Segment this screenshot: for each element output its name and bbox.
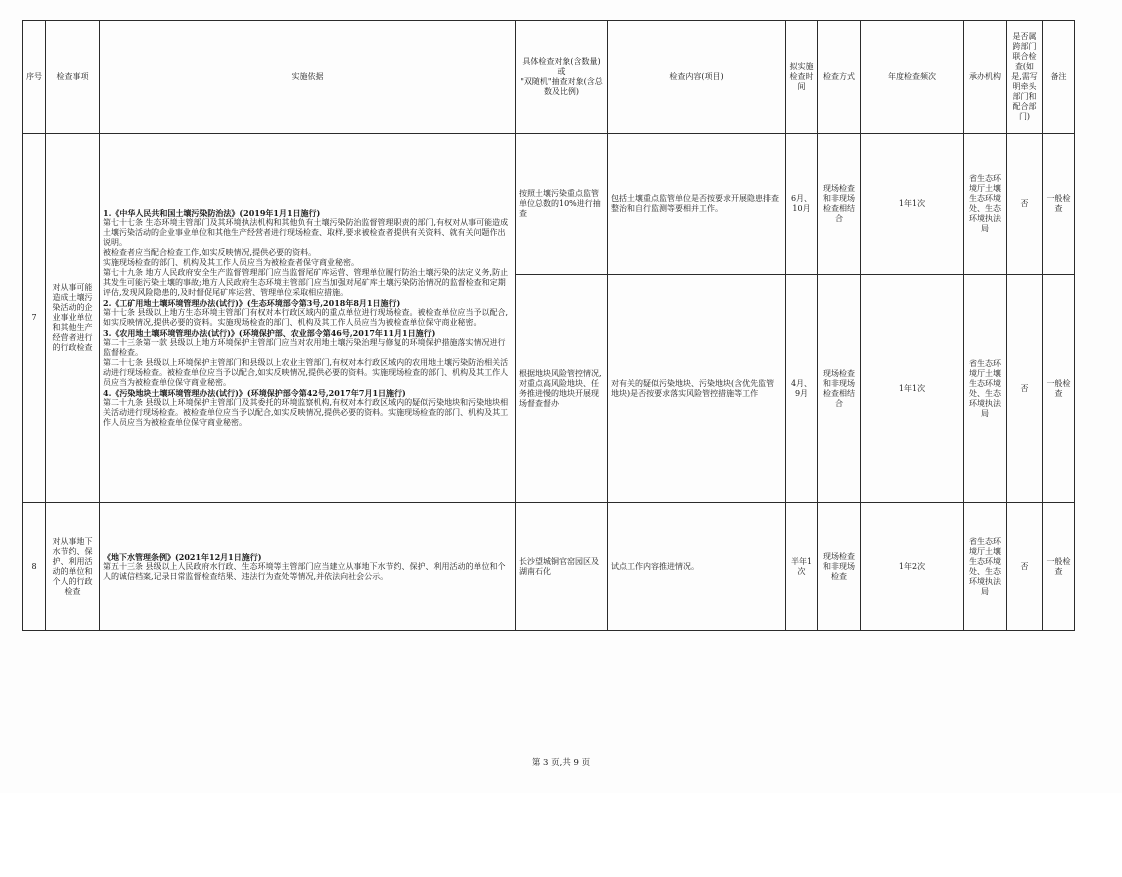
inspection-table [22, 20, 1075, 877]
header-joint: 是否属跨部门联合检查(如是,需写明牵头部门和配合部门) [1007, 21, 1043, 134]
table-row [23, 503, 1075, 631]
row-method: 现场检查和非现场检查相结合 [818, 134, 861, 275]
header-note: 备注 [1043, 21, 1075, 134]
basis-text-4: 第二十九条 县级以上环境保护主管部门及其委托的环境监察机构,有权对本行政区域内的疑似污染地块和污染地块相关活动进行现场检查。被检查单位应当予以配合,如实反映情况,提供必要的资料。实施现场检查的部门、机构及其工作人员应当为被检查单位保守商业秘密。 [103, 398, 512, 428]
basis-law-4: 4.《污染地块土壤环境管理办法(试行)》(环境保护部令第42号,2017年7月1日施行) [103, 388, 512, 398]
row-object: 按照土壤污染重点监管单位总数的10%进行抽查 [516, 134, 608, 275]
row-method: 现场检查和非现场检查 [818, 503, 861, 631]
row-joint: 否 [1007, 134, 1043, 275]
row-time: 半年1次 [786, 503, 818, 631]
header-content: 检查内容(项目) [608, 21, 786, 134]
row-object: 根据地块风险管控情况,对重点高风险地块、任务推进慢的地块开展现场督查督办 [516, 275, 608, 503]
row-seq: 8 [23, 503, 46, 631]
header-method: 检查方式 [818, 21, 861, 134]
row-agency: 省生态环境厅土壤生态环境处、生态环境执法局 [964, 275, 1007, 503]
row-note: 一般检查 [1043, 275, 1075, 503]
row-basis [100, 134, 516, 503]
page-number: 第 3 页,共 9 页 [0, 756, 1122, 768]
header-time: 拟实施检查时间 [786, 21, 818, 134]
row-freq: 1年2次 [861, 503, 964, 631]
row-content: 对有关的疑似污染地块、污染地块(含优先监管地块)是否按要求落实风险管控措施等工作 [608, 275, 786, 503]
header-row [23, 21, 1075, 134]
row-object: 长沙望城铜官窑园区及湖南石化 [516, 503, 608, 631]
header-basis: 实施依据 [100, 21, 516, 134]
header-object: 具体检查对象(含数量)或 "双随机"抽查对象(含总数及比例) [516, 21, 608, 134]
basis-text-3: 第二十三条第一款 县级以上地方环境保护主管部门应当对农用地土壤污染治理与修复的环境保护措施落实情况进行监督检查。 第二十七条 县级以上环境保护主管部门和县级以上农业主管部门,有权对本行政区域内的农用地土壤污染防治相关活动进行现场检查。被检查单位应当予以配合,如实反映情况,提供必要的资料。实施现场检查的部门、机构及其工作人员应当为被检查单位保守商业秘密。 [103, 338, 512, 388]
basis-law: 《地下水管理条例》(2021年12月1日施行) [103, 552, 512, 562]
row-seq: 7 [23, 134, 46, 503]
row-note: 一般检查 [1043, 134, 1075, 275]
row-freq: 1年1次 [861, 275, 964, 503]
blank-row [23, 631, 1075, 877]
row-content: 包括土壤重点监管单位是否按要求开展隐患排查整治和自行监测等要相并工作。 [608, 134, 786, 275]
header-seq: 序号 [23, 21, 46, 134]
row-item: 对从事地下水节约、保护、利用活动的单位和个人的行政检查 [46, 503, 100, 631]
row-joint: 否 [1007, 503, 1043, 631]
row-note: 一般检查 [1043, 503, 1075, 631]
header-freq: 年度检查频次 [861, 21, 964, 134]
row-method: 现场检查和非现场检查相结合 [818, 275, 861, 503]
header-item: 检查事项 [46, 21, 100, 134]
row-agency: 省生态环境厅土壤生态环境处、生态环境执法局 [964, 134, 1007, 275]
row-time: 6月、10月 [786, 134, 818, 275]
basis-law-1: 1.《中华人民共和国土壤污染防治法》(2019年1月1日施行) [103, 208, 512, 218]
row-content: 试点工作内容推进情况。 [608, 503, 786, 631]
basis-text-2: 第十七条 县级以上地方生态环境主管部门有权对本行政区域内的重点单位进行现场检查。被检查单位应当予以配合,如实反映情况,提供必要的资料。实施现场检查的部门、机构及其工作人员应当为被检查单位保守商业秘密。 [103, 308, 512, 328]
row-freq: 1年1次 [861, 134, 964, 275]
header-agency: 承办机构 [964, 21, 1007, 134]
row-item: 对从事可能造成土壤污染活动的企业事业单位和其他生产经营者进行的行政检查 [46, 134, 100, 503]
table-row [23, 134, 1075, 275]
row-time: 4月、9月 [786, 275, 818, 503]
row-basis [100, 503, 516, 631]
basis-text: 第五十三条 县级以上人民政府水行政、生态环境等主管部门应当建立从事地下水节约、保护、利用活动的单位和个人的诚信档案,记录日常监督检查结果、违法行为查处等情况,并依法向社会公示。 [103, 562, 512, 582]
basis-law-3: 3.《农用地土壤环境管理办法(试行)》(环境保护部、农业部令第46号,2017年11月1日施行) [103, 328, 512, 338]
row-agency: 省生态环境厅土壤生态环境处、生态环境执法局 [964, 503, 1007, 631]
row-joint: 否 [1007, 275, 1043, 503]
basis-text-1: 第七十七条 生态环境主管部门及其环境执法机构和其他负有土壤污染防治监督管理职责的部门,有权对从事可能造成土壤污染活动的企业事业单位和其他生产经营者进行现场检查、取样,要求被检查者提供有关资料、就有关问题作出说明。 被检查者应当配合检查工作,如实反映情况,提供必要的资料。 实施现场检查的部门、机构及其工作人员应当为被检查者保守商业秘密。 第七十九条 地方人民政府安全生产监督管理部门应当监督尾矿库运营、管理单位履行防治土壤污染的法定义务,防止其发生可能污染土壤的事故;地方人民政府生态环境主管部门应当加强对尾矿库土壤污染防治情况的监督检查和定期评估,发现风险隐患的,及时督促尾矿库运营、管理单位采取相应措施。 [103, 218, 512, 298]
basis-law-2: 2.《工矿用地土壤环境管理办法(试行)》(生态环境部令第3号,2018年8月1日施行) [103, 298, 512, 308]
